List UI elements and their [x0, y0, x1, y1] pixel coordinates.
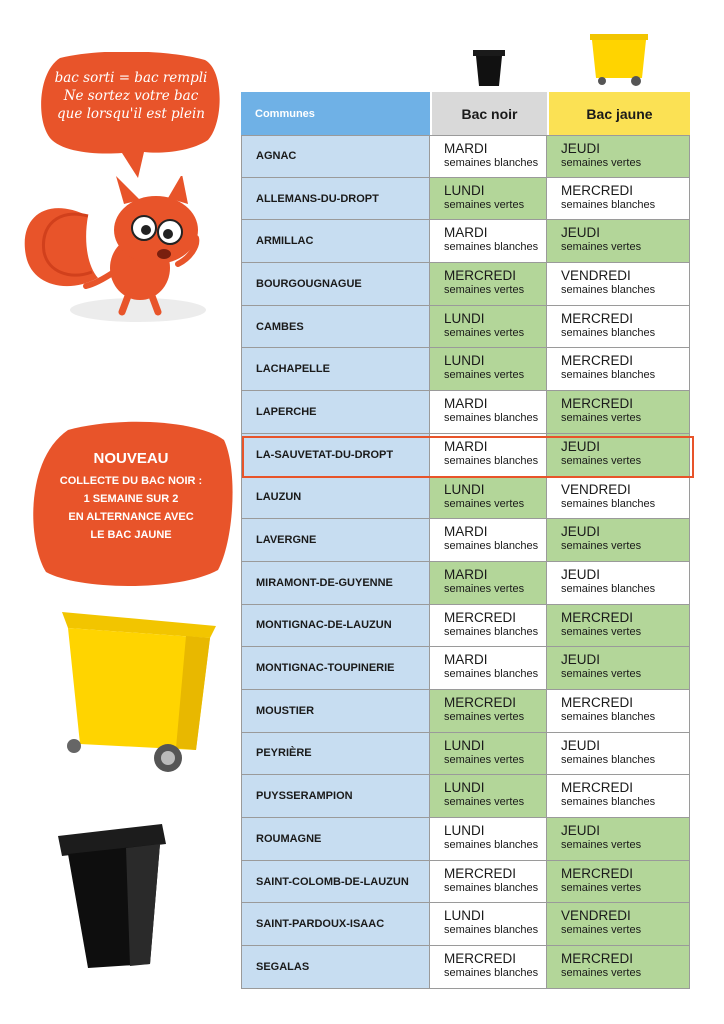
collection-day: MERCREDI	[561, 396, 634, 412]
collection-weeks: semaines vertes	[561, 540, 642, 553]
collection-day: LUNDI	[444, 353, 485, 369]
commune-cell: LACHAPELLE	[241, 348, 430, 391]
table-row	[241, 348, 690, 391]
bac-noir-cell	[430, 306, 547, 349]
yellow-bin-small-icon	[588, 34, 650, 92]
collection-weeks: semaines blanches	[561, 753, 656, 766]
collection-weeks: semaines vertes	[561, 839, 642, 851]
collection-weeks: semaines vertes	[561, 157, 642, 169]
table-row	[241, 477, 690, 520]
collection-weeks: semaines blanches	[561, 284, 656, 297]
collection-weeks: semaines blanches	[444, 881, 539, 894]
collection-weeks: semaines vertes	[561, 241, 642, 254]
collection-day: LUNDI	[444, 908, 485, 924]
collection-weeks: semaines blanches	[444, 412, 539, 425]
collection-schedule-table	[241, 92, 690, 989]
bac-jaune-cell	[547, 477, 690, 520]
bac-jaune-cell	[547, 348, 690, 391]
bac-noir-cell	[430, 434, 547, 477]
collection-day: MERCREDI	[561, 865, 634, 881]
header-bac-noir: Bac noir	[430, 92, 547, 135]
collection-day: MARDI	[444, 438, 488, 454]
table-row	[241, 647, 690, 690]
collection-weeks: semaines blanches	[444, 157, 539, 169]
table-row	[241, 178, 690, 221]
table-row	[241, 605, 690, 648]
table-row	[241, 562, 690, 605]
bac-jaune-cell	[547, 818, 690, 861]
commune-cell: ARMILLAC	[241, 220, 430, 263]
collection-day: MERCREDI	[561, 780, 634, 796]
notice-line-1: COLLECTE DU BAC NOIR :	[59, 475, 203, 487]
bac-jaune-cell	[547, 690, 690, 733]
table-header	[241, 92, 690, 135]
black-bin-small-icon	[472, 48, 506, 92]
bac-noir-cell	[430, 391, 547, 434]
table-row	[241, 733, 690, 776]
bac-noir-cell	[430, 348, 547, 391]
table-row	[241, 775, 690, 818]
collection-day: LUNDI	[444, 737, 485, 753]
commune-cell: LAVERGNE	[241, 519, 430, 562]
commune-cell: SAINT-COLOMB-DE-LAUZUN	[241, 861, 430, 904]
speech-bubble	[40, 52, 222, 156]
bac-jaune-cell	[547, 135, 690, 178]
bubble-line-3: que lorsqu'il est plein	[56, 106, 205, 122]
commune-cell: PUYSSERAMPION	[241, 775, 430, 818]
collection-weeks: semaines vertes	[561, 967, 642, 980]
bac-noir-cell	[430, 903, 547, 946]
bac-jaune-cell	[547, 263, 690, 306]
collection-weeks: semaines vertes	[444, 326, 525, 339]
collection-day: MERCREDI	[444, 865, 517, 881]
collection-weeks: semaines vertes	[444, 369, 525, 382]
bac-jaune-cell	[547, 391, 690, 434]
collection-weeks: semaines vertes	[444, 198, 525, 211]
collection-day: MERCREDI	[561, 609, 634, 625]
bac-jaune-cell	[547, 946, 690, 989]
table-row	[241, 391, 690, 434]
bac-noir-cell	[430, 946, 547, 989]
table-row	[241, 861, 690, 904]
collection-day: VENDREDI	[561, 481, 631, 497]
collection-weeks: semaines vertes	[444, 497, 525, 510]
table-row	[241, 690, 690, 733]
notice-line-2: 1 SEMAINE SUR 2	[83, 493, 179, 505]
commune-cell: SAINT-PARDOUX-ISAAC	[241, 903, 430, 946]
bac-noir-cell	[430, 263, 547, 306]
bac-jaune-cell	[547, 647, 690, 690]
collection-day: MERCREDI	[444, 694, 517, 710]
table-row	[241, 818, 690, 861]
bac-noir-cell	[430, 605, 547, 648]
collection-weeks: semaines vertes	[561, 668, 642, 681]
commune-cell: MOUSTIER	[241, 690, 430, 733]
collection-weeks: semaines blanches	[561, 326, 656, 339]
notice-line-4: LE BAC JAUNE	[90, 529, 172, 541]
bac-jaune-cell	[547, 605, 690, 648]
table-row	[241, 135, 690, 178]
commune-cell: SEGALAS	[241, 946, 430, 989]
collection-weeks: semaines vertes	[444, 582, 525, 595]
bac-jaune-cell	[547, 519, 690, 562]
collection-day: JEUDI	[561, 141, 601, 156]
commune-cell: MIRAMONT-DE-GUYENNE	[241, 562, 430, 605]
table-row	[241, 519, 690, 562]
collection-day: MERCREDI	[561, 310, 634, 326]
collection-weeks: semaines vertes	[561, 412, 642, 425]
commune-cell: MONTIGNAC-DE-LAUZUN	[241, 605, 430, 648]
collection-day: MERCREDI	[561, 353, 634, 369]
commune-cell: LAPERCHE	[241, 391, 430, 434]
collection-weeks: semaines vertes	[444, 710, 525, 723]
collection-day: MARDI	[444, 524, 488, 540]
collection-weeks: semaines blanches	[444, 668, 539, 681]
bubble-line-2: Ne sortez votre bac	[63, 88, 199, 104]
bac-jaune-cell	[547, 220, 690, 263]
collection-day: MARDI	[444, 652, 488, 668]
notice-text	[28, 472, 234, 544]
bac-noir-cell	[430, 818, 547, 861]
collection-weeks: semaines blanches	[444, 540, 539, 553]
speech-bubble-text	[40, 69, 222, 123]
bac-noir-cell	[430, 477, 547, 520]
collection-day: MARDI	[444, 396, 488, 412]
bac-jaune-cell	[547, 775, 690, 818]
table-body	[241, 135, 690, 989]
collection-weeks: semaines blanches	[444, 924, 539, 937]
bac-noir-cell	[430, 220, 547, 263]
bac-jaune-cell	[547, 733, 690, 776]
collection-weeks: semaines vertes	[561, 454, 642, 467]
collection-day: JEUDI	[561, 737, 601, 753]
bac-noir-cell	[430, 775, 547, 818]
bac-jaune-cell	[547, 178, 690, 221]
new-collection-notice	[28, 420, 234, 588]
collection-weeks: semaines blanches	[561, 582, 656, 595]
table-row	[241, 263, 690, 306]
table-row	[241, 903, 690, 946]
commune-cell: MONTIGNAC-TOUPINERIE	[241, 647, 430, 690]
collection-weeks: semaines vertes	[561, 924, 642, 937]
bac-jaune-cell	[547, 861, 690, 904]
table-row	[241, 946, 690, 989]
commune-cell: LA-SAUVETAT-DU-DROPT	[241, 434, 430, 477]
collection-day: MARDI	[444, 566, 488, 582]
collection-day: LUNDI	[444, 823, 485, 838]
commune-cell: PEYRIÈRE	[241, 733, 430, 776]
collection-day: JEUDI	[561, 566, 601, 582]
collection-weeks: semaines blanches	[444, 625, 539, 638]
collection-weeks: semaines vertes	[561, 881, 642, 894]
bubble-line-1: bac sorti = bac rempli	[54, 70, 208, 86]
collection-weeks: semaines blanches	[561, 369, 656, 382]
table-row	[241, 306, 690, 349]
notice-line-3: EN ALTERNANCE AVEC	[68, 511, 194, 523]
collection-weeks: semaines blanches	[561, 710, 656, 723]
collection-day: LUNDI	[444, 310, 485, 326]
commune-cell: ALLEMANS-DU-DROPT	[241, 178, 430, 221]
collection-day: MERCREDI	[444, 268, 517, 284]
collection-day: LUNDI	[444, 481, 485, 497]
header-communes: Communes	[241, 92, 430, 135]
collection-day: MARDI	[444, 141, 488, 156]
collection-day: MARDI	[444, 225, 488, 241]
bac-noir-cell	[430, 135, 547, 178]
collection-day: VENDREDI	[561, 268, 631, 284]
collection-day: JEUDI	[561, 438, 601, 454]
collection-day: MERCREDI	[444, 951, 517, 967]
collection-day: JEUDI	[561, 225, 601, 241]
squirrel-mascot-icon	[18, 176, 218, 326]
collection-weeks: semaines vertes	[444, 753, 525, 766]
yellow-bin-icon	[58, 608, 220, 782]
bac-jaune-cell	[547, 903, 690, 946]
collection-day: LUNDI	[444, 780, 485, 796]
collection-day: MERCREDI	[444, 609, 517, 625]
header-bac-jaune: Bac jaune	[547, 92, 690, 135]
collection-day: LUNDI	[444, 182, 485, 198]
table-row	[241, 434, 690, 477]
notice-title: NOUVEAU	[93, 450, 169, 467]
bac-noir-cell	[430, 690, 547, 733]
bac-noir-cell	[430, 178, 547, 221]
bac-noir-cell	[430, 861, 547, 904]
collection-day: JEUDI	[561, 652, 601, 668]
table-row	[241, 220, 690, 263]
bac-noir-cell	[430, 562, 547, 605]
collection-weeks: semaines blanches	[561, 198, 656, 211]
collection-day: MERCREDI	[561, 182, 634, 198]
collection-day: JEUDI	[561, 524, 601, 540]
commune-cell: CAMBES	[241, 306, 430, 349]
commune-cell: AGNAC	[241, 135, 430, 178]
commune-cell: ROUMAGNE	[241, 818, 430, 861]
collection-weeks: semaines blanches	[561, 497, 656, 510]
collection-weeks: semaines blanches	[444, 967, 539, 980]
bac-jaune-cell	[547, 434, 690, 477]
collection-weeks: semaines vertes	[444, 796, 525, 809]
collection-day: MERCREDI	[561, 951, 634, 967]
collection-weeks: semaines blanches	[444, 839, 539, 851]
commune-cell: LAUZUN	[241, 477, 430, 520]
collection-weeks: semaines vertes	[444, 284, 525, 297]
collection-weeks: semaines vertes	[561, 625, 642, 638]
commune-cell: BOURGOUGNAGUE	[241, 263, 430, 306]
collection-day: MERCREDI	[561, 694, 634, 710]
bac-noir-cell	[430, 733, 547, 776]
collection-day: VENDREDI	[561, 908, 631, 924]
collection-weeks: semaines blanches	[444, 241, 539, 254]
collection-weeks: semaines blanches	[444, 454, 539, 467]
black-bin-icon	[58, 822, 170, 976]
bac-noir-cell	[430, 519, 547, 562]
collection-weeks: semaines blanches	[561, 796, 656, 809]
bac-noir-cell	[430, 647, 547, 690]
bac-jaune-cell	[547, 562, 690, 605]
collection-day: JEUDI	[561, 823, 601, 838]
bac-jaune-cell	[547, 306, 690, 349]
